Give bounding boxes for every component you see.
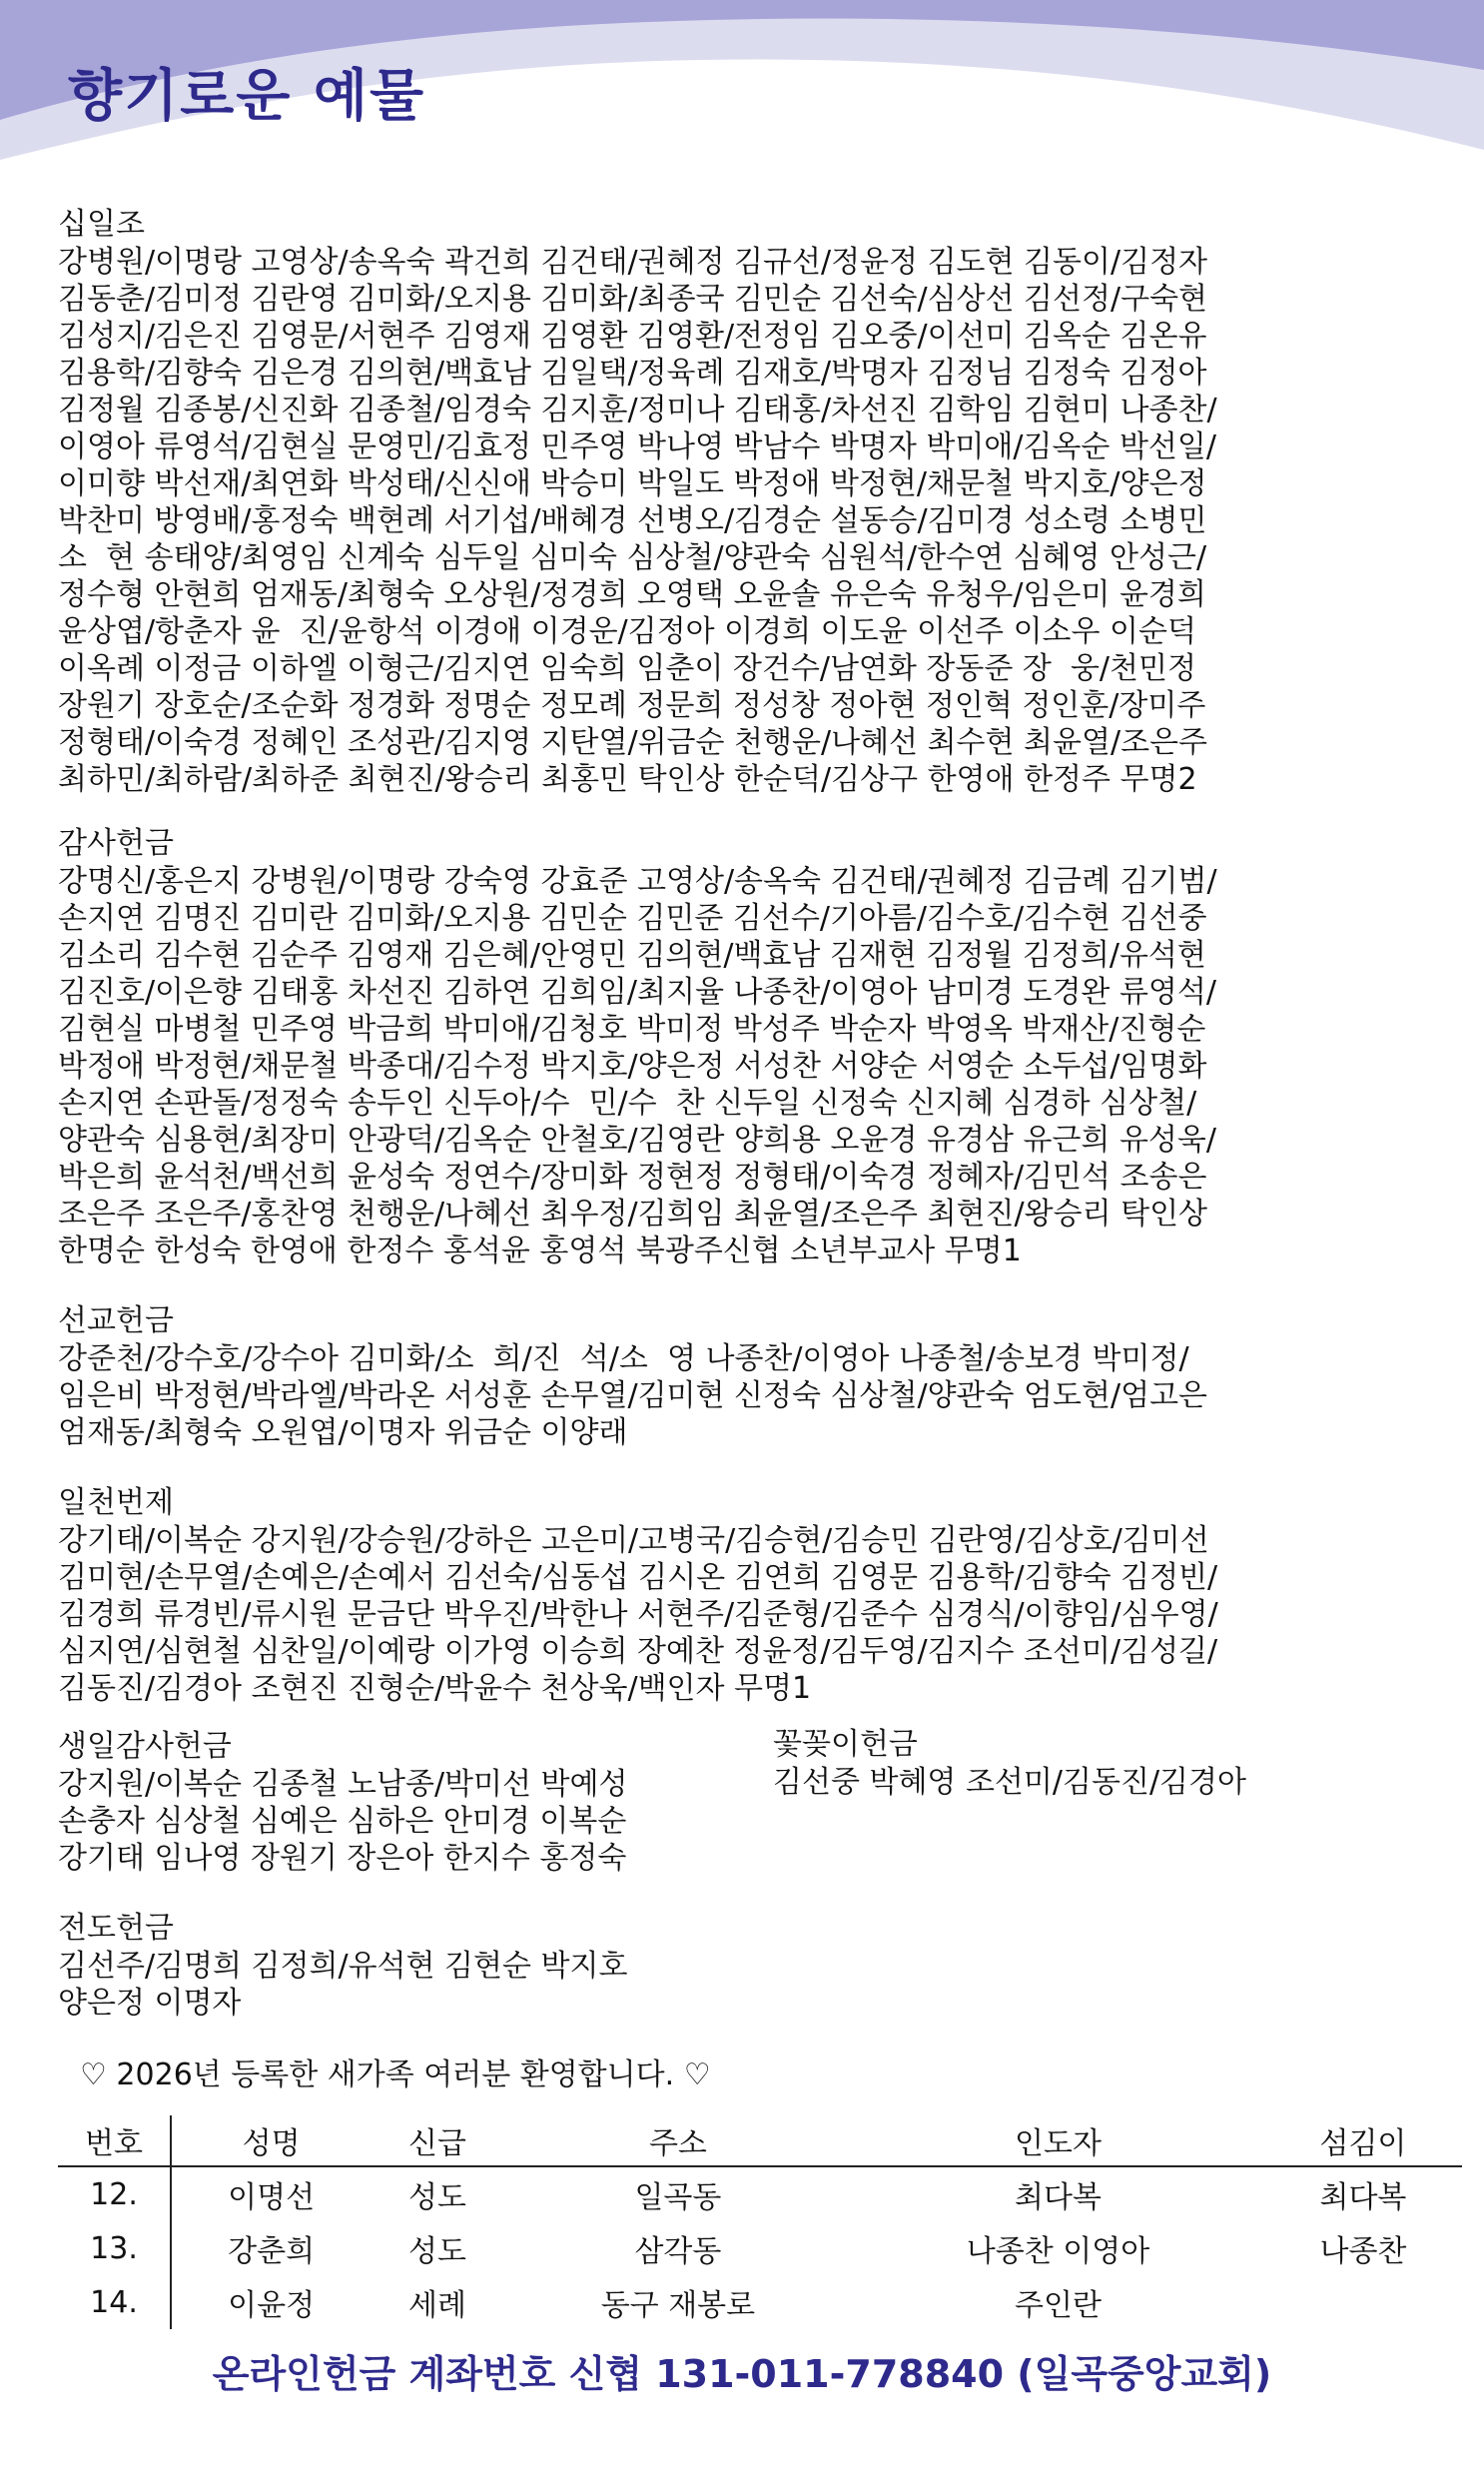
header-caretaker: 섬김이 (1264, 2115, 1462, 2166)
flower-section (773, 1726, 1452, 1801)
thanksgiving-section (58, 825, 1436, 1269)
page-title: 향기로운 예물 (68, 64, 426, 129)
evangelism-section (58, 1910, 737, 2022)
missions-section (58, 1302, 1436, 1451)
cell-name: 이윤정 (228, 2288, 316, 2323)
missions-list: 강준천/강수호/강수아 김미화/소 희/진 석/소 영 나종찬/이영아 나종철/송보경 박미정/ 임은비 박정현/박라엘/박라온 서성훈 손무열/김미현 신정숙 심상철/양관숙 엄도현/엄고은 엄재동/최형숙 오원엽/이명자 위금순 이양래 (58, 1341, 1208, 1450)
newcomer-table (58, 2115, 1462, 2329)
one-thousand-section (58, 1484, 1436, 1707)
birthday-section (58, 1728, 737, 1877)
table-row (58, 2221, 1462, 2275)
cell-caretaker (1264, 2275, 1462, 2329)
cell-address: 삼각동 (634, 2234, 722, 2269)
table-row (58, 2275, 1462, 2329)
header-guide: 인도자 (852, 2115, 1264, 2166)
cell-address: 동구 재봉로 (600, 2288, 756, 2323)
header-address: 주소 (504, 2115, 852, 2166)
cell-faith-level: 성도 (408, 2180, 466, 2215)
online-offering-account: 온라인헌금 계좌번호 신협 131-011-778840 (일곡중앙교회) (212, 2352, 1272, 2396)
cell-caretaker: 최다복 (1319, 2180, 1407, 2215)
cell-number: 13. (58, 2221, 171, 2275)
header-faith-level: 신급 (371, 2115, 504, 2166)
one-thousand-list: 강기태/이복순 강지원/강승원/강하은 고은미/고병국/김승현/김승민 김란영/김상호/김미선 김미현/손무열/손예은/손예서 김선숙/심동섭 김시온 김연희 김영문 김용학/김향숙 김정빈/ 김경희 류경빈/류시원 문금단 박우진/박한나 서현주/김준형/김준수 심경식/이향임/심우영/ 심지연/심현철 심찬일/이예랑 이가영 이승희 장예찬 정윤정/김두영/김지수 조선미/김성길/ 김동진/김경아 조현진 진형순/박윤수 천상욱/백인자 무명1 (58, 1523, 1218, 1706)
birthday-title: 생일감사헌금 (58, 1729, 232, 1764)
cell-number: 14. (58, 2275, 171, 2329)
one-thousand-title: 일천번제 (58, 1485, 174, 1520)
flower-list: 김선중 박혜영 조선미/김동진/김경아 (773, 1765, 1246, 1800)
birthday-list: 강지원/이복순 김종철 노남종/박미선 박예성 손충자 심상철 심예은 심하은 안미경 이복순 강기태 임나영 장원기 장은아 한지수 홍정숙 (58, 1767, 628, 1876)
table-header-row (58, 2115, 1462, 2166)
cell-guide: 나종찬 이영아 (966, 2234, 1150, 2269)
cell-faith-level: 성도 (408, 2234, 466, 2269)
cell-guide: 주인란 (1015, 2288, 1102, 2323)
evangelism-list: 김선주/김명희 김정희/유석현 김현순 박지호 양은정 이명자 (58, 1949, 628, 2021)
cell-number: 12. (58, 2166, 171, 2221)
cell-faith-level: 세례 (408, 2288, 466, 2323)
tithe-list: 강병원/이명랑 고영상/송옥숙 곽건희 김건태/권혜정 김규선/정윤정 김도현 김동이/김정자 김동춘/김미정 김란영 김미화/오지용 김미화/최종국 김민순 김선숙/심상선 김선정/구숙현 김성지/김은진 김영문/서현주 김영재 김영환 김영환/전정임 김오중/이선미 김옥순 김온유 김용학/김향숙 김은경 김의현/백효남 김일택/정육례 김재호/박명자 김정님 김정숙 김정아 김정월 김종봉/신진화 김종철/임경숙 김지훈/정미나 김태홍/차선진 김학임 김현미 나종찬/ 이영아 류영석/김현실 문영민/김효정 민주영 박나영 박남수 박명자 박미애/김옥순 박선일/ 이미향 박선재/최연화 박성태/신신애 박승미 박일도 박정애 박정현/채문철 박지호/양은정 박찬미 방영배/홍정숙 백현례 서기섭/배혜경 선병오/김경순 설동승/김미경 성소령 소병민 소 현 송태양/최영임 신계숙 심두일 심미숙 심상철/양관숙 심원석/한수연 심혜영 안성근/ 정수형 안현희 엄재동/최형숙 오상원/정경희 오영택 오윤솔 유은숙 유청우/임은미 윤경희 윤상엽/항춘자 윤 진/윤항석 이경애 이경운/김정아 이경희 이도윤 이선주 이소우 이순덕 이옥례 이정금 이하엘 이형근/김지연 임숙희 임춘이 장건수/남연화 장동준 장 웅/천민정 장원기 장호순/조순화 정경화 정명순 정모례 정문희 정성창 정아현 정인혁 정인훈/장미주 정형태/이숙경 정혜인 조성관/김지영 지탄열/위금순 천행운/나혜선 최수현 최윤열/조은주 최하민/최하람/최하준 최현진/왕승리 최홍민 탁인상 한순덕/김상구 한영애 한정주 무명2 (58, 245, 1217, 797)
flower-title: 꽃꽂이헌금 (773, 1727, 918, 1762)
cell-guide: 최다복 (1015, 2180, 1102, 2215)
tithe-title: 십일조 (58, 207, 145, 242)
cell-caretaker: 나종찬 (1319, 2234, 1407, 2269)
header-number: 번호 (58, 2115, 171, 2166)
cell-name: 강춘희 (228, 2234, 316, 2269)
tithe-section (58, 206, 1436, 798)
thanksgiving-list: 강명신/홍은지 강병원/이명랑 강숙영 강효준 고영상/송옥숙 김건태/권혜정 김금례 김기범/ 손지연 김명진 김미란 김미화/오지용 김민순 김민준 김선수/기아름/김수호/김수현 김선중 김소리 김수현 김순주 김영재 김은혜/안영민 김의현/백효남 김재현 김정월 김정희/유석현 김진호/이은향 김태홍 차선진 김하연 김희임/최지율 나종찬/이영아 남미경 도경완 류영석/ 김현실 마병철 민주영 박금희 박미애/김청호 박미정 박성주 박순자 박영옥 박재산/진형순 박정애 박정현/채문철 박종대/김수정 박지호/양은정 서성찬 서양순 서영순 소두섭/임명화 손지연 손판돌/정정숙 송두인 신두아/수 민/수 찬 신두일 신정숙 신지혜 심경하 심상철/ 양관숙 심용현/최장미 안광덕/김옥순 안철호/김영란 양희용 오윤경 유경삼 유근희 유성욱/ 박은희 윤석천/백선희 윤성숙 정연수/장미화 정현정 정형태/이숙경 정혜자/김민석 조송은 조은주 조은주/홍찬영 천행운/나혜선 최우정/김희임 최윤열/조은주 최현진/왕승리 탁인상 한명순 한성숙 한영애 한정수 홍석윤 홍영석 북광주신협 소년부교사 무명1 (58, 864, 1217, 1268)
table-row (58, 2166, 1462, 2221)
missions-title: 선교헌금 (58, 1303, 174, 1338)
cell-name: 이명선 (228, 2180, 316, 2215)
evangelism-title: 전도헌금 (58, 1911, 174, 1946)
cell-address: 일곡동 (634, 2180, 722, 2215)
welcome-message: ♡ 2026년 등록한 새가족 여러분 환영합니다. ♡ (80, 2057, 711, 2092)
header-name: 성명 (171, 2115, 371, 2166)
thanksgiving-title: 감사헌금 (58, 826, 174, 861)
